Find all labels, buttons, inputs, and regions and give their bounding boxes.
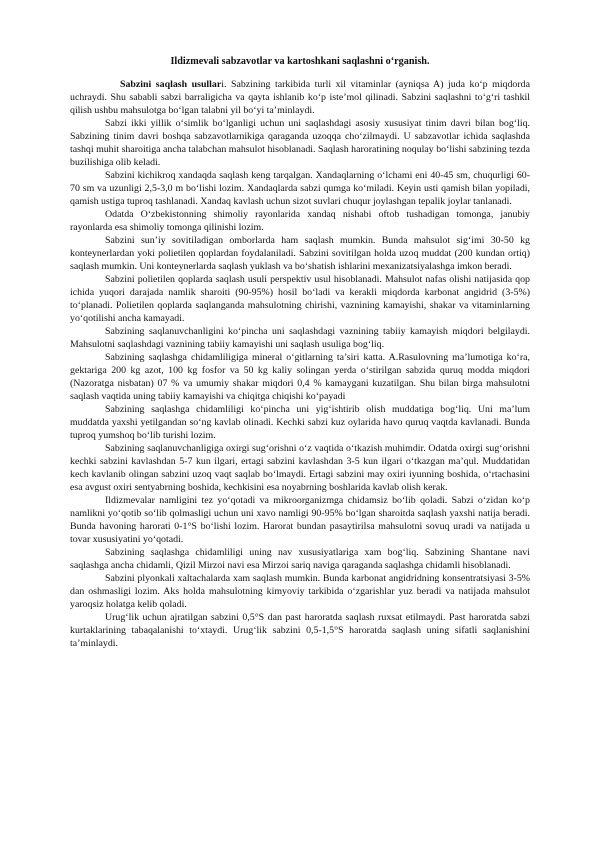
- paragraph: Sabzini polietilen qoplarda saqlash usuli perspektiv usul hisoblanadi. Mahsulot nafas olishi natijasida qop ichida yuqori darajada namlik sharoiti (90-95%) hosil bo‘ladi va kerakli miqdorda karbonat angidrid (3-5%) to‘planadi. Polietilen qoplarda saqlanganda mahsulotning chirishi, vaznining kamayishi, shakar va vitaminlarning yo‘qotilishi ancha kamayadi.: [70, 274, 530, 324]
- paragraph: Sabzini kichikroq xandaqda saqlash keng tarqalgan. Xandaqlarning o‘lchami eni 40-45 sm, chuqurligi 60-70 sm va uzunligi 2,5-3,0 m bo‘lishi lozim. Xandaqlarda sabzi qumga ko‘miladi. Keyin usti qamish bilan yopiladi, qamish ustiga tuproq tashlanadi. Xandaq kavlash uchun sizot suvlari chuqur joylashgan tepalik joylar tanlanadi.: [70, 170, 530, 207]
- document-title: Ildizmevali sabzavotlar va kartoshkani saqlashni o‘rganish.: [170, 56, 430, 67]
- document-page: [70, 55, 530, 650]
- intro-lead: Sabzini saqlash usullar: [120, 79, 222, 90]
- paragraph: Urug‘lik uchun ajratilgan sabzini 0,5°S dan past haroratda saqlash ruxsat etilmaydi. Past haroratda sabzi kurtaklarining tabaqalanishi to‘xtaydi. Urug‘lik sabzini 0,5-1,5°S haroratda saqlash uning sifatli saqlanishini ta’minlaydi.: [70, 612, 530, 649]
- intro-text: i. Sabzining tarkibida turli xil vitaminlar (ayniqsa A) juda ko‘p miqdorda uchraydi. Shu sababli sabzi barraligicha va qayta ishlanib ko‘p iste’mol qilinadi. Sabzini saqlashni to‘g‘ri tashkil qilish ushbu mahsulotga bo‘lgan talabni yil bo‘yi ta’minlaydi.: [70, 79, 530, 116]
- paragraph: Sabzining saqlashga chidamliligi uning nav xususiyatlariga xam bog‘liq. Sabzining Shantane navi saqlashga ancha chidamli, Qizil Mirzoi navi esa Mirzoi sariq naviga qaraganda saqlashga chidamli hisoblanadi.: [70, 547, 530, 571]
- paragraph: Sabzini plyonkali xaltachalarda xam saqlash mumkin. Bunda karbonat angidridning konsentratsiyasi 3-5% dan oshmasligi lozim. Aks holda mahsulotning kimyoviy tarkibida o‘zgarishlar yuz beradi va natijada mahsulot yaroqsiz holatga kelib qoladi.: [70, 573, 530, 610]
- paragraph: Odatda O‘zbekistonning shimoliy rayonlarida xandaq nishabi oftob tushadigan tomonga, janubiy rayonlarda esa shimoliy tomonga qilinishi lozim.: [70, 209, 530, 233]
- paragraph: Sabzining saqlashga chidamliligi ko‘pincha uni yig‘ishtirib olish muddatiga bog‘liq. Uni ma’lum muddatda yaxshi yetilgandan so‘ng kavlab olinadi. Kechki sabzi kuz oylarida havo quruq vaqtda kavlanadi. Bunda tuproq yumshoq bo‘lib turishi lozim.: [70, 404, 530, 441]
- paragraph: Sabzining saqlanuvchanligini ko‘pincha uni saqlashdagi vaznining tabiiy kamayish miqdori belgilaydi. Mahsulotni saqlashdagi vaznining tabiiy kamayishi uni saqlash usuliga bog‘liq.: [70, 326, 530, 350]
- paragraph: Sabzining saqlashga chidamliligiga mineral o‘gitlarning ta’siri katta. A.Rasulovning ma’lumotiga ko‘ra, gektariga 200 kg azot, 100 kg fosfor va 50 kg kaliy solingan yerda o‘stirilgan sabzida quruq modda miqdori (Nazoratga nisbatan) 07 % va umumiy shakar miqdori 0,4 % kamaygani kuzatilgan. Shu bilan birga mahsulotni saqlash vaqtida uning tabiiy kamayishi va chiqitga chiqishi ko‘payadi: [70, 352, 530, 402]
- paragraph: Ildizmevalar namligini tez yo‘qotadi va mikroorganizmga chidamsiz bo‘lib qoladi. Sabzi o‘zidan ko‘p namlikni yo‘qotib so‘lib qolmasligi uchun uni xavo namligi 90-95% bo‘lgan sharoitda saqlash yaxshi natija beradi. Bunda havoning harorati 0-1°S bo‘lishi lozim. Harorat bundan pasaytirilsa mahsulotni sovuq uradi va natijada u tovar xususiyatini yo‘qotadi.: [70, 495, 530, 545]
- paragraph: Sabzini sun’iy sovitiladigan omborlarda ham saqlash mumkin. Bunda mahsulot sig‘imi 30-50 kg konteynerlardan yoki polietilen qoplardan foydalaniladi. Sabzini sovitilgan holda uzoq muddat (200 kundan ortiq) saqlash mumkin. Uni konteynerlarda saqlash yuklash va bo‘shatish ishlarini mexanizatsiyalashga imkon beradi.: [70, 235, 530, 272]
- paragraph: Sabzining saqlanuvchanligiga oxirgi sug‘orishni o‘z vaqtida o‘tkazish muhimdir. Odatda oxirgi sug‘orishni kechki sabzini kavlashdan 5-7 kun ilgari, ertagi sabzini kavlashdan 3-5 kun ilgari o‘tkazgan ma’qul. Muddatidan kech kavlanib olingan sabzini uzoq vaqt saqlab bo‘lmaydi. Ertagi sabzini may oxiri iyunning boshida, o‘rtachasini esa avgust oxiri sentyabrning boshida, kechkisini esa noyabrning boshlarida kavlab olish kerak.: [70, 443, 530, 493]
- intro-paragraph: [70, 78, 530, 117]
- paragraph: Sabzi ikki yillik o‘simlik bo‘lganligi uchun uni saqlashdagi asosiy xususiyat tinim davri bilan bog‘liq. Sabzining tinim davri boshqa sabzavotlarnikiga qaraganda uzoqqa cho‘zilmaydi. U sabzavotlar ichida saqlashda tashqi muhit sharoitiga ancha talabchan mahsulot hisoblanadi. Saqlash haroratining noqulay bo‘lishi sabzining tezda buzilishiga olib keladi.: [70, 118, 530, 168]
